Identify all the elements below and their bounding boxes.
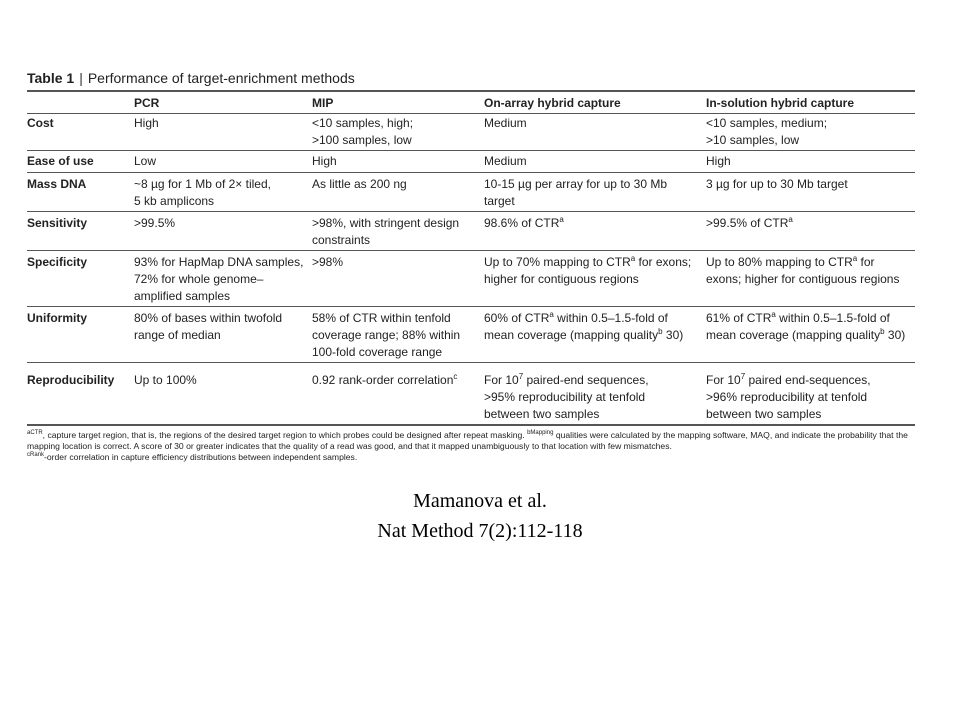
cell-in-solution xyxy=(706,251,915,307)
header-cell-in-solution: In-solution hybrid capture xyxy=(706,96,855,110)
cell-line: Up to 70% mapping to CTR$^a$ for exons; xyxy=(484,254,692,269)
row-label: Ease of use xyxy=(27,154,94,168)
cell-line: High xyxy=(312,154,337,168)
cell-pcr xyxy=(134,251,312,307)
cell-line: between two samples xyxy=(706,407,822,421)
cell-on-array xyxy=(484,151,706,173)
cell-line: coverage range; 88% within xyxy=(312,328,461,342)
cell-line: High xyxy=(134,116,159,130)
cell-line: Up to 80% mapping to CTR$^a$ for xyxy=(706,254,875,269)
cell-pcr xyxy=(134,151,312,173)
cell-line: As little as 200 ng xyxy=(312,177,407,191)
cell-pcr xyxy=(134,212,312,251)
table-header-row xyxy=(27,92,915,114)
cell-line: >99.5% xyxy=(134,216,176,230)
row-label: Sensitivity xyxy=(27,216,88,230)
citation-journal: Nat Method 7(2):112-118 xyxy=(377,520,583,542)
cell-pcr xyxy=(134,173,312,212)
cell-line: >95% reproducibility at tenfold xyxy=(484,390,646,404)
cell-line: 80% of bases within twofold xyxy=(134,311,283,325)
cell-line: 0.92 rank-order correlation$^c$ xyxy=(312,372,458,387)
row-label: Cost xyxy=(27,116,54,130)
cell-on-array xyxy=(484,212,706,251)
table-footnotes xyxy=(27,430,915,463)
cell-in-solution xyxy=(706,173,915,212)
cell-mip xyxy=(312,151,484,173)
cell-line: >98%, with stringent design xyxy=(312,216,460,230)
cell-line: Up to 100% xyxy=(134,373,197,387)
table-title: Performance of target-enrichment methods xyxy=(87,70,355,86)
cell-line: >96% reproducibility at tenfold xyxy=(706,390,868,404)
cell-line: 10-15 µg per array for up to 30 Mb xyxy=(484,177,668,191)
citation xyxy=(290,486,670,546)
cell-line: For $10^7$ paired-end sequences, xyxy=(484,372,649,387)
row-label: Reproducibility xyxy=(27,373,115,387)
cell-mip xyxy=(312,363,484,426)
table-number: Table 1 xyxy=(27,70,75,86)
cell-line: For $10^7$ paired end-sequences, xyxy=(706,372,871,387)
cell-line: 72% for whole genome– xyxy=(134,272,264,286)
cell-pcr xyxy=(134,307,312,363)
footnote: $^{cRank}$-order correlation in capture efficiency distributions between independent samples. xyxy=(27,452,358,462)
cell-line: Medium xyxy=(484,116,527,130)
cell-line: 93% for HapMap DNA samples, xyxy=(134,255,304,269)
citation-authors: Mamanova et al. xyxy=(413,490,547,512)
row-label: Uniformity xyxy=(27,311,87,325)
table-row xyxy=(27,307,915,363)
footnote: $^{aCTR}$, capture target region, that is, the regions of the desired target region to which probes could be designed after repeat masking. $^{bMapping}$ qualities were calculated by the mapping software, MAQ, and indicate the probability that the mapping location is correct. A score of 30 or greater indicates that the quality of a read was good, and that it mapped unambiguously to that location with few mismatches. xyxy=(27,430,908,451)
cell-line: target xyxy=(484,194,515,208)
cell-line: Low xyxy=(134,154,157,168)
cell-line: exons; higher for contiguous regions xyxy=(706,272,900,286)
cell-line: 61% of CTR$^a$ within 0.5–1.5-fold of xyxy=(706,310,890,325)
cell-line: 3 µg for up to 30 Mb target xyxy=(706,177,848,191)
header-cell-pcr: PCR xyxy=(134,96,160,110)
cell-line: >99.5% of CTR$^a$ xyxy=(706,215,793,230)
cell-line: >100 samples, low xyxy=(312,133,412,147)
table-figure xyxy=(27,70,915,463)
table-row xyxy=(27,363,915,426)
cell-line: constraints xyxy=(312,233,371,247)
cell-line: 60% of CTR$^a$ within 0.5–1.5-fold of xyxy=(484,310,668,325)
cell-pcr xyxy=(134,114,312,151)
table-body xyxy=(27,114,915,426)
performance-table xyxy=(27,92,915,426)
cell-line: 5 kb amplicons xyxy=(134,194,215,208)
cell-line: 58% of CTR within tenfold xyxy=(312,311,451,325)
header-cell-corner xyxy=(27,92,134,114)
cell-line: 100-fold coverage range xyxy=(312,345,443,359)
cell-on-array xyxy=(484,363,706,426)
cell-line: range of median xyxy=(134,328,221,342)
table-row xyxy=(27,151,915,173)
cell-mip xyxy=(312,251,484,307)
row-label: Mass DNA xyxy=(27,177,87,191)
header-cell-mip: MIP xyxy=(312,96,334,110)
cell-in-solution xyxy=(706,363,915,426)
cell-on-array xyxy=(484,114,706,151)
cell-line: ~8 µg for 1 Mb of 2× tiled, xyxy=(134,177,271,191)
cell-line: between two samples xyxy=(484,407,600,421)
caption-separator: | xyxy=(79,70,83,86)
cell-line: higher for contiguous regions xyxy=(484,272,639,286)
row-label: Specificity xyxy=(27,255,88,269)
cell-mip xyxy=(312,114,484,151)
table-row xyxy=(27,173,915,212)
table-row xyxy=(27,212,915,251)
cell-in-solution xyxy=(706,212,915,251)
cell-on-array xyxy=(484,251,706,307)
cell-line: Medium xyxy=(484,154,527,168)
table-caption xyxy=(27,70,915,92)
table-row xyxy=(27,114,915,151)
cell-line: <10 samples, medium; xyxy=(706,116,828,130)
cell-line: amplified samples xyxy=(134,289,231,303)
cell-line: <10 samples, high; xyxy=(312,116,414,130)
cell-line: mean coverage (mapping quality$^b$ 30) xyxy=(484,327,684,342)
cell-line: >10 samples, low xyxy=(706,133,800,147)
cell-line: mean coverage (mapping quality$^b$ 30) xyxy=(706,327,906,342)
cell-mip xyxy=(312,212,484,251)
cell-line: 98.6% of CTR$^a$ xyxy=(484,215,564,230)
table-row xyxy=(27,251,915,307)
cell-in-solution xyxy=(706,151,915,173)
cell-on-array xyxy=(484,307,706,363)
cell-mip xyxy=(312,173,484,212)
cell-on-array xyxy=(484,173,706,212)
cell-pcr xyxy=(134,363,312,426)
cell-line: >98% xyxy=(312,255,344,269)
cell-in-solution xyxy=(706,114,915,151)
header-cell-on-array: On-array hybrid capture xyxy=(484,96,621,110)
cell-in-solution xyxy=(706,307,915,363)
cell-line: High xyxy=(706,154,731,168)
cell-mip xyxy=(312,307,484,363)
